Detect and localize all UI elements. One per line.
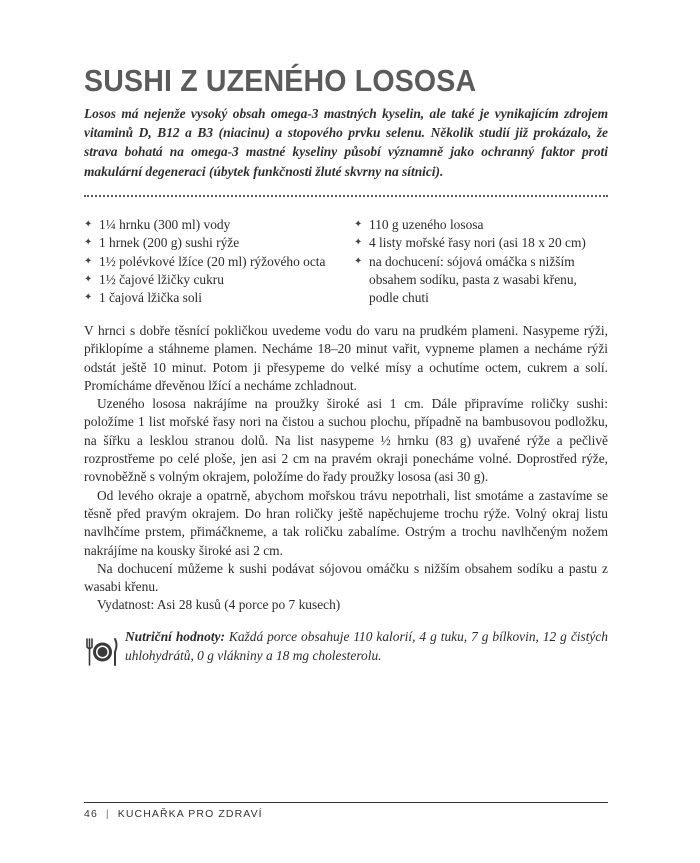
nutrition-text: Každá porce obsahuje 110 kalorií, 4 g tuku, 7 g bílkovin, 12 g čistých uhlohydrátů, 0 g vlákniny a 18 mg cholesterolu. bbox=[125, 629, 608, 663]
bullet-icon: ✦ bbox=[84, 273, 93, 285]
instruction-paragraph: Uzeného lososa nakrájíme na proužky široké asi 1 cm. Dále připravíme roličky sushi: položíme 1 list mořské řasy nori na čistou a suchou plochu, případně na bambusovou podložku, na šířku a lesklou stranou dolů. Na list nasypeme ½ hrnku (83 g) uvařené rýže a pečlivě rozprostřeme po celé ploše, jen asi 2 cm na pravém okraji ponecháme volné. Doprostřed rýže, rovnoběžně s volným okrajem, položíme do řady proužky lososa (asi 30 g). bbox=[84, 396, 608, 485]
bullet-icon: ✦ bbox=[84, 219, 93, 230]
book-title: KUCHAŘKA PRO ZDRAVÍ bbox=[117, 808, 263, 820]
plate-cutlery-icon bbox=[84, 634, 120, 670]
footer-divider bbox=[84, 802, 608, 803]
ingredient-item: ✦ 1½ polévkové lžíce (20 ml) rýžového octa bbox=[84, 253, 344, 271]
instruction-paragraph: Na dochucení můžeme k sushi podávat sójovou omáčku s nižším obsahem sodíku a pastu z wasabi křenu. bbox=[84, 560, 608, 595]
ingredient-item: ✦ 1 čajová lžička soli bbox=[84, 289, 344, 307]
ingredient-item: ✦ 110 g uzeného lososa bbox=[354, 216, 594, 234]
bullet-icon: ✦ bbox=[354, 219, 363, 230]
ingredient-item: ✦ 1 hrnek (200 g) sushi rýže bbox=[84, 234, 344, 252]
dotted-separator bbox=[84, 195, 608, 197]
ingredient-item: ✦ 1½ čajové lžičky cukru bbox=[84, 271, 344, 289]
bullet-icon: ✦ bbox=[354, 237, 363, 249]
footer-separator: | bbox=[105, 808, 110, 820]
ingredients-list-right bbox=[354, 216, 594, 307]
instruction-paragraph: Od levého okraje a opatrně, abychom mořskou trávu nepotrhali, list smotáme a zastavíme se těsně před pravým okrajem. Do hran roličky ještě napěchujeme trochu rýže. Volný okraj listu navlhčíme prstem, přimáčkneme, a tak roličku zabalíme. Ostrým a trochu navlhčeným nožem nakrájíme na kousky široké asi 2 cm. bbox=[84, 487, 608, 558]
bullet-icon: ✦ bbox=[84, 292, 93, 304]
yield-line: Vydatnost: Asi 28 kusů (4 porce po 7 kusech) bbox=[97, 597, 341, 613]
ingredients-list-left bbox=[84, 216, 344, 307]
bullet-icon: ✦ bbox=[84, 237, 93, 249]
intro-paragraph: Losos má nejenže vysoký obsah omega-3 mastných kyselin, ale také je vynikajícím zdrojem vitaminů D, B12 a B3 (niacinu) a stopového prvku selenu. Několik studií již prokázalo, že strava bohatá na omega-3 mastné kyseliny působí významně jako ochranný faktor proti makulární degeneraci (úbytek funkčnosti žluté skvrny na sítnici). bbox=[84, 106, 608, 179]
recipe-instructions bbox=[84, 322, 608, 615]
recipe-title: SUSHI Z UZENÉHO LOSOSA bbox=[84, 63, 477, 98]
instruction-paragraph: V hrnci s dobře těsnící pokličkou uvedeme vodu do varu na prudkém plameni. Nasypeme rýži, přiklopíme a stáhneme plamen. Necháme 18–20 minut vařit, vypneme plamen a necháme rýži odstát ještě 10 minut. Potom ji přesypeme do velké mísy a ochutíme octem, cukrem a solí. Promícháme dřevěnou lžící a necháme zchladnout. bbox=[84, 323, 608, 393]
bullet-icon: ✦ bbox=[354, 255, 363, 267]
page-number: 46 bbox=[84, 808, 98, 820]
bullet-icon: ✦ bbox=[84, 255, 93, 267]
nutrition-label: Nutriční hodnoty: bbox=[125, 629, 225, 644]
ingredient-item: ✦ 4 listy mořské řasy nori (asi 18 x 20 cm) bbox=[354, 234, 594, 252]
ingredient-item: ✦ 1¼ hrnku (300 ml) vody bbox=[84, 216, 344, 234]
page-footer bbox=[84, 808, 263, 820]
ingredient-item: ✦ na dochucení: sójová omáčka s nižším obsahem sodíku, pasta z wasabi křenu, podle chuti bbox=[354, 253, 577, 306]
